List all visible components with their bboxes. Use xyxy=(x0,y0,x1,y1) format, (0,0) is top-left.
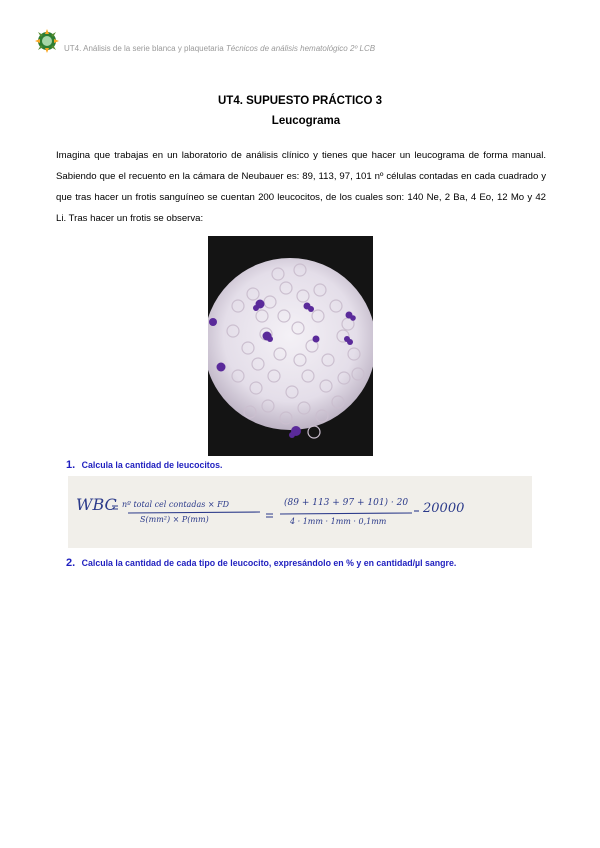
question-2 xyxy=(66,557,456,569)
substituted-denominator: 4 · 1mm · 1mm · 0,1mm xyxy=(290,517,387,526)
leaf-emblem-icon xyxy=(34,28,60,54)
question-2-text: Calcula la cantidad de cada tipo de leucocito, expresándolo en % y en cantidad/µl sangre. xyxy=(81,558,457,568)
question-1-text: Calcula la cantidad de leucocitos. xyxy=(81,460,223,470)
formula-numerator: nº total cel contadas × FD xyxy=(122,500,230,509)
document-subtitle: Leucograma xyxy=(271,115,341,127)
question-1 xyxy=(66,459,222,471)
blood-smear-image xyxy=(208,236,373,456)
module-text: Técnicos de análisis hematológico 2º LCB xyxy=(225,44,376,53)
result-value: 20000 xyxy=(423,501,465,516)
question-1-number: 1. xyxy=(66,459,76,471)
wbc-label: WBC xyxy=(76,495,117,514)
question-2-number: 2. xyxy=(66,557,76,569)
page-header xyxy=(64,44,375,53)
problem-statement: Imagina que trabajas en un laboratorio de análisis clínico y tienes que hacer un leucograma de forma manual. Sabiendo que el recuento en la cámara de Neubauer es: 89, 113, 97, 101 nº células contadas en cada cuadrado y que tras hacer un frotis sanguíneo se cuentan 200 leucocitos, de los cuales son: 140 Ne, 2 Ba, 4 Eo, 12 Mo y 42 Li. Tras hacer un frotis se observa: xyxy=(56,150,546,224)
handwritten-answer xyxy=(68,476,532,548)
document-title: UT4. SUPUESTO PRÁCTICO 3 xyxy=(217,95,382,107)
course-text: UT4. Análisis de la serie blanca y plaquetaria xyxy=(64,44,224,53)
formula-denominator: S(mm²) × P(mm) xyxy=(140,515,209,524)
substituted-numerator: (89 + 113 + 97 + 101) · 20 xyxy=(284,498,409,508)
